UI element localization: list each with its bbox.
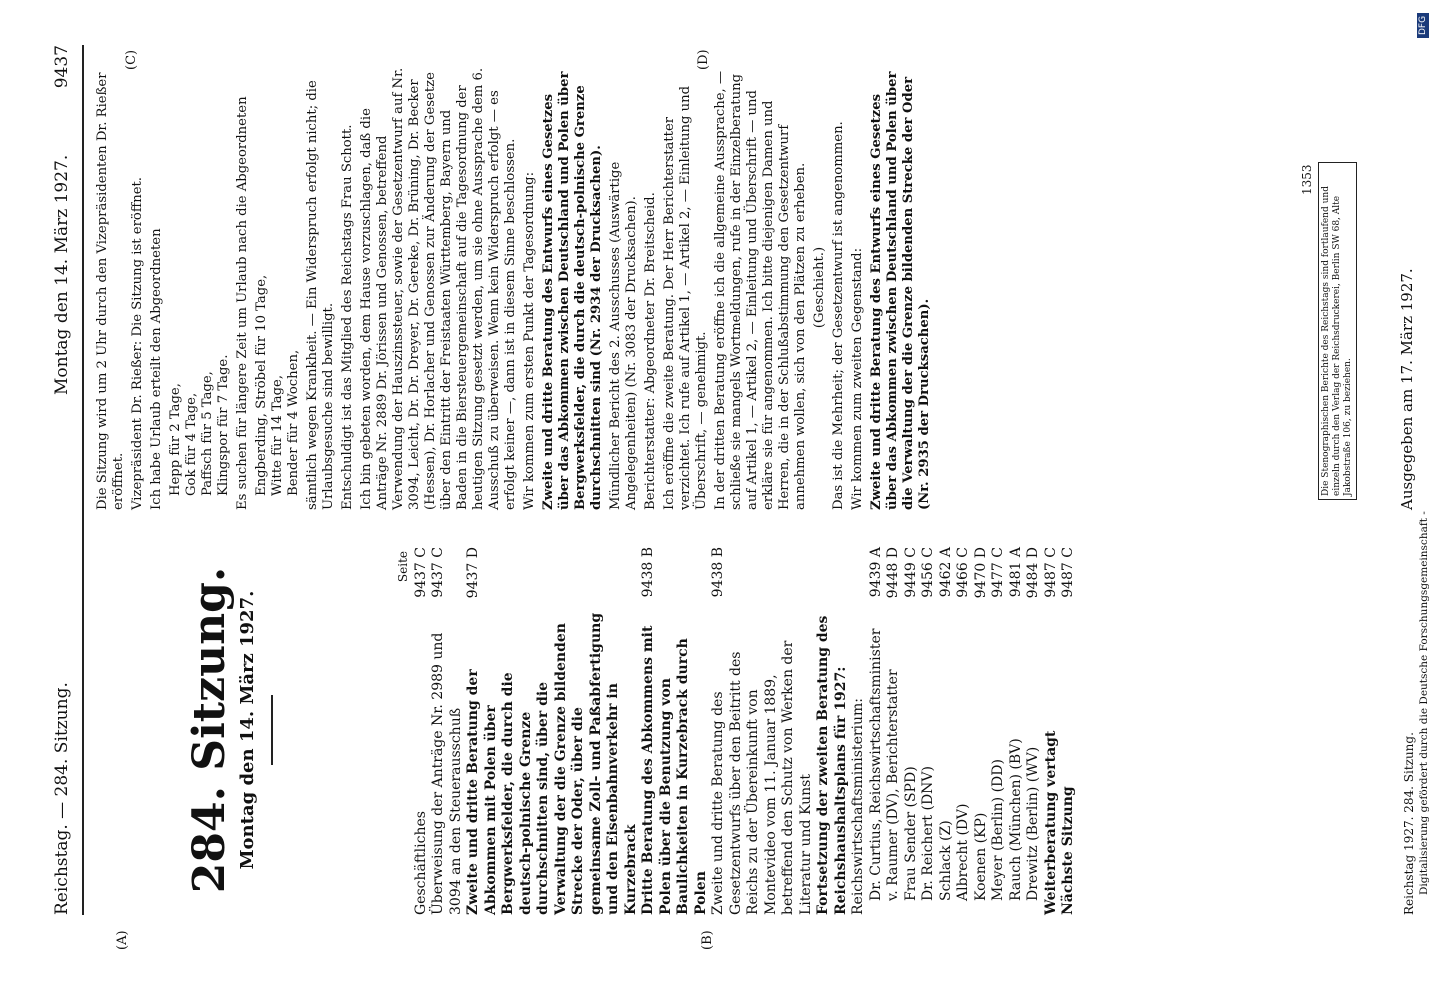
toc-entry (850, 547, 868, 915)
speaker-entry (1008, 547, 1026, 915)
toc-page: 9437 C (430, 547, 446, 598)
paragraph: Das ist die Mehrheit; der Gesetzentwurf ist angenommen. (831, 121, 846, 510)
toc-page: 9487 C (1042, 547, 1059, 598)
header-page-number: 9437 (52, 45, 72, 89)
speaker-entry (920, 547, 938, 915)
speaker-entry (1025, 547, 1043, 915)
speaker-name: Drewitz (Berlin) (WV) (1025, 746, 1041, 901)
toc-text: Nächste Sitzung (1060, 786, 1076, 915)
footer-left: Reichstag 1927. 284. Sitzung. (1402, 732, 1416, 915)
paragraph: Klingspor für 7 Tage. (216, 354, 231, 496)
toc-page: 9437 C (412, 547, 429, 598)
speaker-name: Schlack (Z) (937, 820, 954, 901)
paragraph: Entschuldigt ist das Mitglied des Reichstags Frau Schott. (340, 124, 355, 510)
header-center: Montag den 14. März 1927. (52, 154, 72, 395)
toc-text: Weiterberatung vertagt (1042, 730, 1059, 915)
margin-mark-d: (D) (696, 49, 711, 70)
speaker-entry (938, 547, 956, 915)
speaker-page: 9466 C (955, 547, 971, 598)
table-of-contents (395, 547, 1078, 915)
session-date: Montag den 14. März 1927. (237, 590, 258, 870)
publisher-stamp: Die Stenographischen Berichte des Reichstags sind fortlaufend und einzeln durch den Verlag der Reichsdruckerei, Berlin SW 68, Alte Jakobstraße 106, zu beziehen. (1318, 162, 1357, 500)
paragraph: Bender für 4 Wochen, (286, 349, 301, 496)
speaker-page: 9439 A (867, 547, 884, 598)
paragraph: Wir kommen zum ersten Punkt der Tagesordnung: (522, 171, 537, 510)
toc-text: Zweite und dritte Beratung der Abkommen mit Polen über Bergwerksfelder, die durch die deutsch-polnische Grenze durchschnitten sind, über die Verwaltung der die Grenze bildenden Strecke der Oder, über die gemeinsame Zoll- und Paßabfertigung und den Eisenbahnverkehr in Kurzebrack (465, 612, 639, 915)
toc-page: 9438 B (710, 547, 726, 598)
toc-entry (465, 547, 640, 915)
toc-entry (430, 547, 465, 915)
toc-text: Zweite und dritte Beratung des Gesetzentwurfs über den Beitritt des Reichs zu der Übereinkunft von Montevideo vom 11. Januar 1889, betreffend den Schutz von Werken der Literatur und Kunst (710, 640, 814, 915)
paragraph: Wir kommen zum zweiten Gegenstand: (850, 247, 865, 510)
digitization-note: Digitalisierung gefördert durch die Deutsche Forschungsgemeinschaft - (1418, 511, 1430, 895)
seite-label: Seite (396, 551, 410, 583)
toc-entry (413, 547, 431, 915)
margin-mark-a: (A) (115, 930, 130, 950)
paragraph: Berichterstatter: Abgeordneter Dr. Breitscheid. (643, 192, 658, 510)
paragraph: Engberding, Ströbel für 10 Tage, (254, 274, 269, 496)
toc-text: Geschäftliches (412, 811, 429, 915)
footer-issued: Ausgegeben am 17. März 1927. (1398, 268, 1416, 510)
title-rule (271, 695, 273, 765)
speaker-entry (990, 547, 1008, 915)
toc-entry (1043, 547, 1061, 915)
paragraph: Ich bin gebeten worden, dem Hause vorzuschlagen, daß die Anträge Nr. 2889 Dr. Jörissen und Genossen, betreffend Verwendung der Hauszinssteuer, sowie der Gesetzentwurf auf Nr. 3094, Leicht, Dr. Dr. Dreyer, Dr. Gereke, Dr. Brüning, Dr. Becker (Hessen), Dr. Horlacher und Genossen zur Änderung der Gesetze über den Eintritt der Freistaaten Württemberg, Bayern und Baden in die Biersteuergemeinschaft auf die Tagesordnung der heutigen Sitzung gesetzt werden, um sie ohne Aussprache dem 6. Ausschuß zu überweisen. Wenn kein Widerspruch erfolgt — es erfolgt keiner —, dann ist in diesem Sinne beschlossen. (359, 67, 518, 510)
toc-entry (1060, 547, 1078, 915)
header-left: Reichstag. — 284. Sitzung. (52, 682, 72, 915)
paragraph: Hepp für 2 Tage, (168, 383, 183, 496)
speaker-name: Frau Sender (SPD) (902, 766, 919, 901)
toc-text: Reichswirtschaftsministerium: (850, 697, 866, 915)
toc-entry (815, 547, 850, 915)
paragraph: Zweite und dritte Beratung des Entwurfs eines Gesetzes über das Abkommen zwischen Deutschland und Polen über die Verwaltung der die Grenze bildenden Strecke der Oder (Nr. 2935 der Drucksachen). (869, 71, 932, 510)
toc-text: Fortsetzung der zweiten Beratung des Reichshaushaltsplans für 1927: (815, 615, 849, 915)
paragraph: sämtlich wegen Krankheit. — Ein Widerspruch erfolgt nicht; die Urlaubsgesuche sind bewilligt. (305, 80, 336, 510)
toc-entry (710, 547, 815, 915)
speaker-entry (955, 547, 973, 915)
running-header (52, 45, 82, 915)
toc-entry (640, 547, 710, 915)
toc-page (850, 547, 868, 603)
paragraph: Vizepräsident Dr. Rießer: Die Sitzung ist eröffnet. (130, 177, 145, 510)
dfg-logo: DFG (1417, 13, 1429, 38)
speaker-page: 9449 C (902, 547, 919, 598)
toc-page (815, 547, 850, 603)
toc-text: Dritte Beratung des Abkommens mit Polen über die Benutzung von Baulichkeiten in Kurzebrack durch Polen (640, 625, 709, 915)
title-block (185, 545, 293, 915)
speaker-entry (903, 547, 921, 915)
paragraph: Ich eröffne die zweite Beratung. Der Herr Berichterstatter verzichtet. Ich rufe auf Artikel 1, — Artikel 2, — Einleitung und Überschrift, — genehmigt. (662, 85, 709, 510)
session-title: 284. Sitzung. (184, 566, 235, 894)
margin-mark-b: (B) (700, 930, 715, 950)
speaker-entry (868, 547, 886, 915)
speaker-name: v. Raumer (DV), Berichterstatter (885, 669, 901, 901)
speaker-page: 9448 D (885, 547, 901, 599)
paragraph: (Geschieht.) (812, 246, 827, 329)
header-rule (82, 45, 84, 915)
paragraph: Die Sitzung wird um 2 Uhr durch den Vizepräsidenten Dr. Rießer eröffnet. (95, 72, 126, 510)
paragraph: Gok für 4 Tage, (184, 392, 199, 496)
paragraph: Ich habe Urlaub erteilt den Abgeordneten (149, 228, 164, 510)
toc-text: Überweisung der Anträge Nr. 2989 und 3094 an den Steuerausschuß (430, 632, 464, 915)
paragraph: Paffsch für 5 Tage, (200, 371, 215, 496)
paragraph: In der dritten Beratung eröffne ich die allgemeine Aussprache, — schließe sie mangels Wortmeldungen, rufe in der Einzelberatung auf Artikel 1, — Artikel 2, — Einleitung und Überschrift — und erkläre sie für angenommen. Ich bitte diejenigen Damen und Herren, die in der Schlußabstimmung den Gesetzentwurf annehmen wollen, sich von den Plätzen zu erheben. (713, 70, 808, 510)
paragraph: Mündlicher Bericht des 2. Ausschusses (Auswärtige Angelegenheiten) (Nr. 3083 der Drucksachen). (608, 161, 639, 510)
paragraph: Es suchen für längere Zeit um Urlaub nach die Abgeordneten (235, 96, 250, 510)
speaker-page: 9484 D (1025, 547, 1041, 599)
paragraph: Witte für 14 Tage, (270, 374, 285, 496)
toc-page: 9437 D (465, 547, 481, 599)
toc-page: 9487 C (1060, 547, 1076, 598)
speaker-entry (973, 547, 991, 915)
speaker-name: Koenen (KP) (972, 812, 989, 901)
paragraph: Zweite und dritte Beratung des Entwurfs eines Gesetzes über das Abkommen zwischen Deutschland und Polen über Bergwerksfelder, die durch die deutsch-polnische Grenze durchschnitten sind (Nr. 2934 der Drucksachen). (541, 71, 604, 510)
speaker-page: 9481 A (1007, 547, 1024, 598)
speaker-name: Meyer (Berlin) (DD) (990, 759, 1006, 901)
speaker-name: Dr. Curtius, Reichswirtschaftsminister (867, 628, 884, 901)
speaker-name: Dr. Reichert (DNV) (920, 765, 936, 901)
right-column (95, 65, 936, 510)
speaker-page: 9477 C (990, 547, 1006, 598)
speaker-page: 9462 A (937, 547, 954, 598)
margin-mark-c: (C) (124, 49, 139, 70)
footer-page-number: 1353 (1300, 164, 1314, 195)
speaker-page: 9470 D (972, 547, 989, 599)
speaker-name: Rauch (München) (BV) (1007, 738, 1024, 901)
toc-page: 9438 B (640, 547, 656, 598)
speaker-page: 9456 C (920, 547, 936, 598)
speaker-name: Albrecht (DV) (955, 803, 971, 901)
speaker-entry (885, 547, 903, 915)
